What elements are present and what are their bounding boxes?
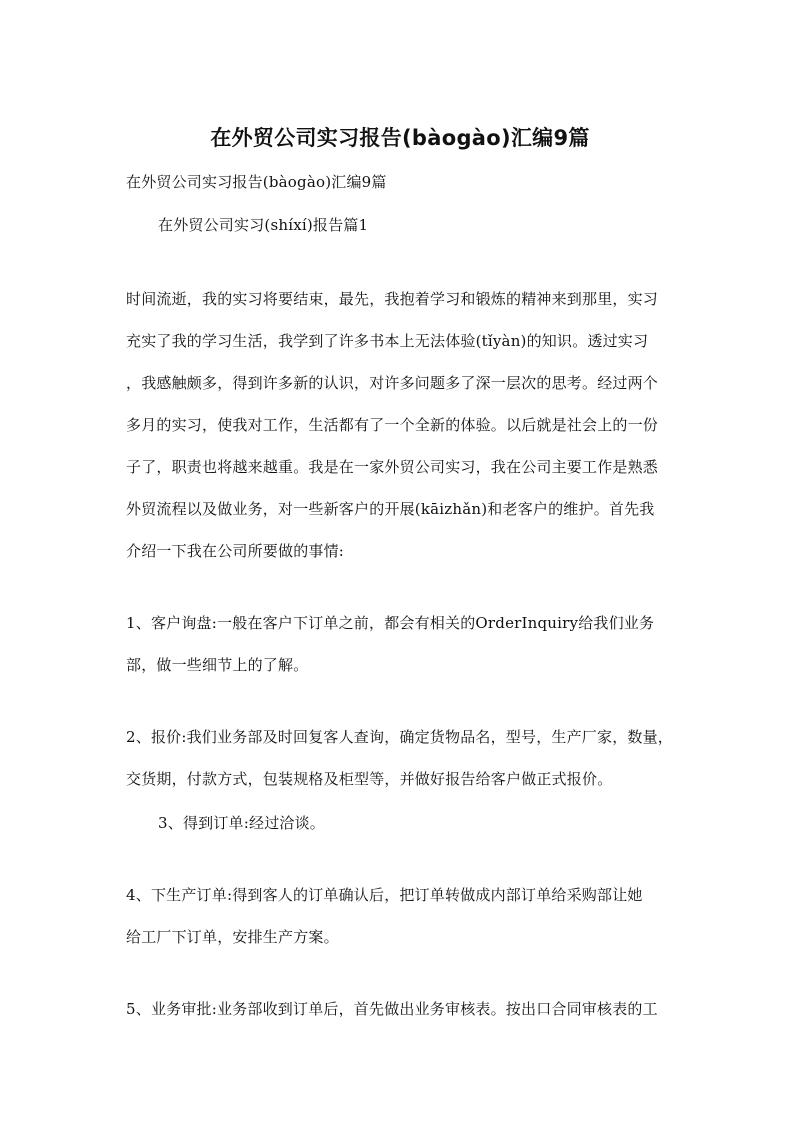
paragraph-line: 介绍一下我在公司所要做的事情: bbox=[126, 542, 345, 560]
list-item-2-line: 交货期，付款方式，包装规格及柜型等，并做好报告给客户做正式报价。 bbox=[126, 770, 613, 788]
list-item-4-line: 给工厂下订单，安排生产方案。 bbox=[126, 928, 339, 946]
list-item-3: 3、得到订单:经过洽谈。 bbox=[158, 814, 325, 832]
paragraph-line: 充实了我的学习生活，我学到了许多书本上无法体验(tǐyàn)的知识。透过实习 bbox=[126, 332, 649, 350]
document-title: 在外贸公司实习报告(bàogào)汇编9篇 bbox=[210, 126, 590, 150]
document-subtitle: 在外贸公司实习报告(bàogào)汇编9篇 bbox=[126, 173, 387, 191]
list-item-1-line: 1、客户询盘:一般在客户下订单之前，都会有相关的OrderInquiry给我们业务 bbox=[126, 614, 655, 632]
list-item-4-line: 4、下生产订单:得到客人的订单确认后，把订单转做成内部订单给采购部让她 bbox=[126, 886, 643, 904]
section-heading: 在外贸公司实习(shíxí)报告篇1 bbox=[158, 216, 369, 234]
list-item-5-line: 5、业务审批:业务部收到订单后，首先做出业务审核表。按出口合同审核表的工 bbox=[126, 1000, 658, 1018]
list-item-2-line: 2、报价:我们业务部及时回复客人查询，确定货物品名，型号，生产厂家，数量， bbox=[126, 728, 674, 746]
paragraph-line: 子了，职责也将越来越重。我是在一家外贸公司实习，我在公司主要工作是熟悉 bbox=[126, 458, 659, 476]
paragraph-line: 时间流逝，我的实习将要结束，最先，我抱着学习和锻炼的精神来到那里，实习 bbox=[126, 290, 659, 308]
paragraph-line: 外贸流程以及做业务，对一些新客户的开展(kāizhǎn)和老客户的维护。首先我 bbox=[126, 500, 655, 518]
paragraph-line: 多月的实习，使我对工作，生活都有了一个全新的体验。以后就是社会上的一份 bbox=[126, 416, 659, 434]
paragraph-line: ，我感触颇多，得到许多新的认识，对许多问题多了深一层次的思考。经过两个 bbox=[126, 374, 659, 392]
list-item-1-line: 部，做一些细节上的了解。 bbox=[126, 656, 309, 674]
